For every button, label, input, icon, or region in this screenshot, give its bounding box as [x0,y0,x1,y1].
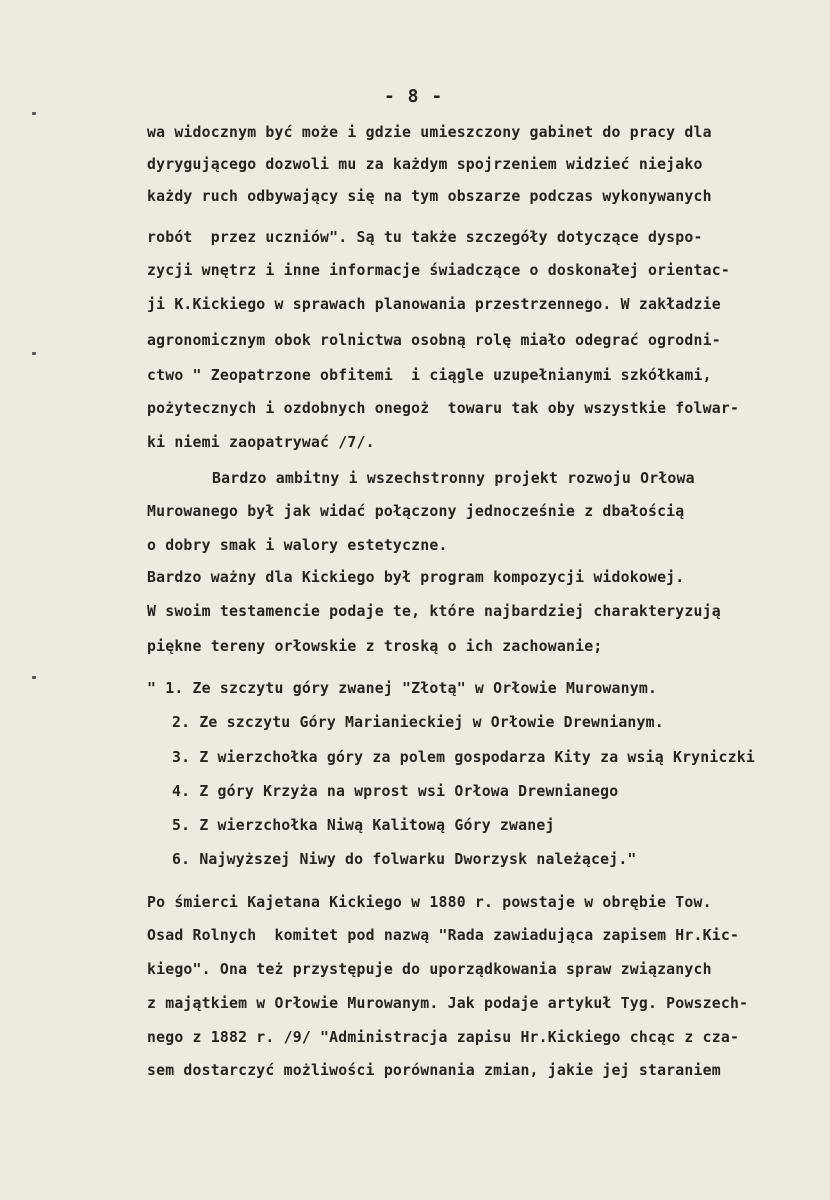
paragraph-first-line: Bardzo ambitny i wszechstronny projekt rozwoju Orłowa [212,470,695,487]
list-item: 2. Ze szczytu Góry Marianieckiej w Orłowie Drewnianym. [172,714,664,731]
text-line: agronomicznym obok rolnictwa osobną rolę miało odegrać ogrodni- [147,332,721,349]
text-line: ki niemi zaopatrywać /7/. [147,434,375,451]
text-line: każdy ruch odbywający się na tym obszarze podczas wykonywanych [147,188,712,205]
list-item: 5. Z wierzchołka Niwą Kalitową Góry zwanej [172,817,555,834]
list-item: " 1. Ze szczytu góry zwanej "Złotą" w Orłowie Murowanym. [147,680,658,697]
text-line: pożytecznych i ozdobnych onegoż towaru tak oby wszystkie folwar- [147,400,740,417]
text-line: zycji wnętrz i inne informacje świadczące o doskonałej orientac- [147,262,730,279]
text-line: robót przez uczniów". Są tu także szczegóły dotyczące dyspo- [147,229,703,246]
text-line: Po śmierci Kajetana Kickiego w 1880 r. powstaje w obrębie Tow. [147,894,712,911]
list-item: 4. Z góry Krzyża na wprost wsi Orłowa Drewnianego [172,783,619,800]
text-line: nego z 1882 r. /9/ "Administracja zapisu Hr.Kickiego chcąc z cza- [147,1029,740,1046]
text-line: ctwo " Zeopatrzone obfitemi i ciągle uzupełnianymi szkółkami, [147,367,712,384]
text-line: ji K.Kickiego w sprawach planowania przestrzennego. W zakładzie [147,296,721,313]
text-line: W swoim testamencie podaje te, które najbardziej charakteryzują [147,603,721,620]
text-line: o dobry smak i walory estetyczne. [147,537,448,554]
list-item: 3. Z wierzchołka góry za polem gospodarza Kity za wsią Kryniczki [172,749,755,766]
text-line: Murowanego był jak widać połączony jednocześnie z dbałością [147,503,685,520]
text-line: piękne tereny orłowskie z troską o ich zachowanie; [147,638,603,655]
page-number: - 8 - [384,86,444,107]
text-line: Bardzo ważny dla Kickiego był program kompozycji widokowej. [147,569,685,586]
text-line: z majątkiem w Orłowie Murowanym. Jak podaje artykuł Tyg. Powszech- [147,995,749,1012]
text-line: sem dostarczyć możliwości porównania zmian, jakie jej staraniem [147,1062,721,1079]
text-line: Osad Rolnych komitet pod nazwą "Rada zawiadująca zapisem Hr.Kic- [147,927,740,944]
left-edge-mark [32,676,36,679]
left-edge-mark [32,112,36,115]
list-item: 6. Najwyższej Niwy do folwarku Dworzysk należącej." [172,851,637,868]
text-line: wa widocznym być może i gdzie umieszczony gabinet do pracy dla [147,124,712,141]
text-line: dyrygującego dozwoli mu za każdym spojrzeniem widzieć niejako [147,156,703,173]
text-line: kiego". Ona też przystępuje do uporządkowania spraw związanych [147,961,712,978]
left-edge-mark [32,352,36,355]
